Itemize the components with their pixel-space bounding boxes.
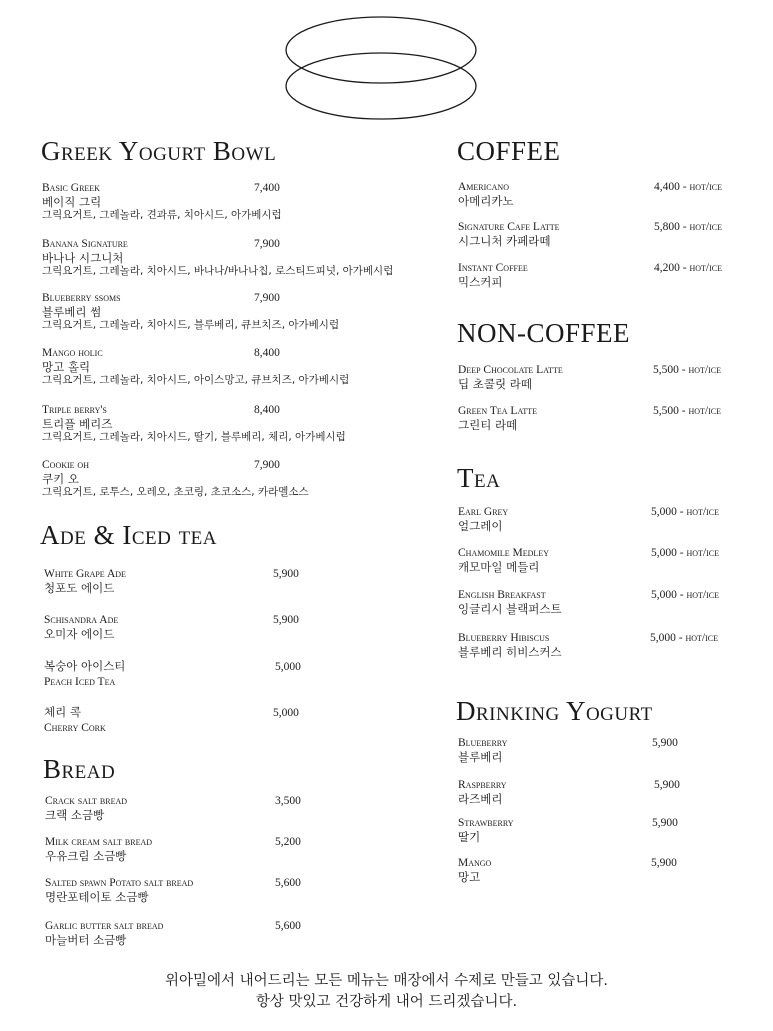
item-name-en: Raspberry [458, 779, 507, 791]
item-price: 5,600 [275, 877, 301, 889]
menu-item [42, 347, 349, 387]
footer-note-line-2: 항상 맛있고 건강하게 내어 드리겠습니다. [255, 994, 518, 1010]
item-price: 5,900 [651, 857, 677, 869]
menu-item [44, 705, 106, 735]
footer-note-line-1: 위아밀에서 내어드리는 모든 메뉴는 매장에서 수제로 만들고 있습니다. [164, 973, 609, 989]
item-name-en: Chamomile Medley [458, 547, 549, 559]
item-price: 5,900 [652, 737, 678, 749]
item-name-en: Garlic butter salt bread [45, 920, 164, 932]
item-name-ko: 쿠키 오 [42, 472, 79, 486]
item-description: 그릭요거트, 그레놀라, 치아시드, 딸기, 블루베리, 체리, 아가베시럽 [42, 431, 346, 443]
item-name-ko: 체리 콕 [44, 705, 81, 719]
item-price: 5,000 - hot/ice [651, 589, 719, 601]
item-price: 5,000 - hot/ice [651, 547, 719, 559]
menu-item [458, 181, 514, 208]
item-name-en: Peach Iced Tea [44, 676, 116, 688]
item-name-ko: 베이직 그릭 [42, 195, 102, 209]
item-name-ko: 트리플 베리즈 [42, 417, 113, 431]
item-name-ko: 캐모마일 메들리 [458, 560, 540, 574]
section-title-coffee: COFFEE [457, 136, 561, 166]
menu-item [458, 405, 537, 432]
item-name-ko: 우유크림 소금빵 [45, 849, 127, 863]
menu-item [458, 547, 549, 574]
item-name-en: Blueberry ssoms [42, 292, 121, 304]
item-name-en: Signature Cafe Latte [458, 221, 560, 233]
item-price: 7,900 [254, 292, 280, 304]
menu-item [42, 292, 339, 332]
menu-item [458, 506, 508, 533]
item-name-en: Green Tea Latte [458, 405, 537, 417]
item-name-en: Cherry Cork [44, 722, 106, 734]
item-price: 5,800 - hot/ice [654, 221, 722, 233]
menu-item [458, 737, 507, 764]
menu-item [458, 221, 560, 248]
item-price: 5,200 [275, 836, 301, 848]
item-name-ko: 딸기 [458, 830, 481, 844]
item-price: 7,400 [254, 182, 280, 194]
item-name-ko: 얼그레이 [458, 519, 503, 533]
item-name-ko: 청포도 에이드 [44, 581, 115, 595]
item-price: 7,900 [254, 459, 280, 471]
menu-item [44, 614, 118, 641]
item-price: 5,000 - hot/ice [651, 506, 719, 518]
item-name-en: Strawberry [458, 817, 514, 829]
item-price: 7,900 [254, 238, 280, 250]
item-name-ko: 블루베리 히비스커스 [458, 645, 562, 659]
item-name-ko: 크랙 소금빵 [45, 808, 105, 822]
item-name-en: Earl Grey [458, 506, 509, 518]
item-name-en: Salted spawn Potato salt bread [45, 877, 194, 889]
logo-rings-icon [283, 14, 479, 124]
item-name-en: Mango holic [42, 347, 103, 359]
item-price: 4,400 - hot/ice [654, 181, 722, 193]
menu-item [458, 817, 514, 844]
item-price: 5,500 - hot/ice [653, 364, 721, 376]
item-name-en: White Grape Ade [44, 568, 126, 580]
item-price: 5,900 [273, 568, 299, 580]
item-name-en: Blueberry Hibiscus [458, 632, 550, 644]
item-price: 5,600 [275, 920, 301, 932]
menu-item [458, 589, 562, 616]
section-title-greek-yogurt-bowl: Greek Yogurt Bowl [41, 136, 277, 166]
menu-item [45, 795, 127, 822]
item-description: 그릭요거트, 로투스, 오레오, 초코링, 초코소스, 카라멜소스 [42, 486, 309, 498]
item-price: 4,200 - hot/ice [654, 262, 722, 274]
menu-item [42, 182, 282, 222]
item-price: 8,400 [254, 404, 280, 416]
item-name-ko: 마늘버터 소금빵 [45, 933, 127, 947]
item-name-ko: 딥 초콜릿 라떼 [458, 377, 532, 391]
item-name-ko: 블루베리 [458, 750, 503, 764]
item-description: 그릭요거트, 그레놀라, 치아시드, 바나나/바나나칩, 로스티드피넛, 아가베시럽 [42, 265, 394, 277]
menu-item [42, 404, 346, 444]
menu-item [458, 364, 563, 391]
menu-item [458, 779, 507, 806]
section-title-bread: Bread [43, 754, 116, 784]
item-description: 그릭요거트, 그레놀라, 치아시드, 블루베리, 큐브치즈, 아가베시럽 [42, 319, 340, 331]
item-name-ko: 라즈베리 [458, 792, 503, 806]
item-price: 5,000 [275, 661, 301, 673]
item-name-en: Schisandra Ade [44, 614, 119, 626]
item-name-ko: 명란포테이토 소금빵 [45, 890, 149, 904]
item-price: 3,500 [275, 795, 301, 807]
section-title-drinking-yogurt: Drinking Yogurt [456, 696, 653, 726]
item-description: 그릭요거트, 그레놀라, 치아시드, 아이스망고, 큐브치즈, 아가베시럽 [42, 374, 350, 386]
item-name-en: Triple berry's [42, 404, 107, 416]
section-title-tea: Tea [457, 463, 501, 493]
item-name-ko: 오미자 에이드 [44, 627, 115, 641]
item-name-en: Americano [458, 181, 509, 193]
item-name-en: English Breakfast [458, 589, 546, 601]
item-name-ko: 믹스커피 [458, 275, 503, 289]
item-name-en: Cookie oh [42, 459, 89, 471]
item-name-en: Banana Signature [42, 238, 128, 250]
item-name-en: Crack salt bread [45, 795, 128, 807]
menu-item [458, 632, 562, 659]
menu-item [44, 568, 126, 595]
item-name-en: Instant Coffee [458, 262, 528, 274]
item-name-ko: 망고 [458, 870, 481, 884]
menu-item [458, 857, 491, 884]
item-name-ko: 잉글리시 블랙퍼스트 [458, 602, 562, 616]
item-name-ko: 시그니처 카페라떼 [458, 234, 551, 248]
section-title-ade-iced-tea: Ade & Iced tea [40, 520, 218, 550]
menu-item [44, 659, 125, 689]
menu-item [458, 262, 528, 289]
item-description: 그릭요거트, 그레놀라, 견과류, 치아시드, 아가베시럽 [42, 209, 282, 221]
menu-item [45, 920, 163, 947]
item-price: 5,500 - hot/ice [653, 405, 721, 417]
item-price: 5,000 [273, 707, 299, 719]
item-name-ko: 아메리카노 [458, 194, 514, 208]
item-price: 5,900 [654, 779, 680, 791]
item-name-en: Deep Chocolate Latte [458, 364, 563, 376]
item-name-ko: 블루베리 썸 [42, 305, 102, 319]
item-name-ko: 망고 홀릭 [42, 360, 91, 374]
item-name-en: Blueberry [458, 737, 508, 749]
item-name-en: Mango [458, 857, 492, 869]
item-price: 8,400 [254, 347, 280, 359]
item-price: 5,900 [652, 817, 678, 829]
menu-item [42, 238, 393, 278]
section-title-non-coffee: NON-COFFEE [457, 318, 631, 348]
menu-item [45, 877, 193, 904]
item-name-ko: 바나나 시그니처 [42, 251, 124, 265]
item-name-ko: 복숭아 아이스티 [44, 659, 126, 673]
item-price: 5,900 [273, 614, 299, 626]
item-price: 5,000 - hot/ice [650, 632, 718, 644]
item-name-en: Basic Greek [42, 182, 100, 194]
menu-item [45, 836, 152, 863]
item-name-en: Milk cream salt bread [45, 836, 153, 848]
item-name-ko: 그린티 라떼 [458, 418, 518, 432]
